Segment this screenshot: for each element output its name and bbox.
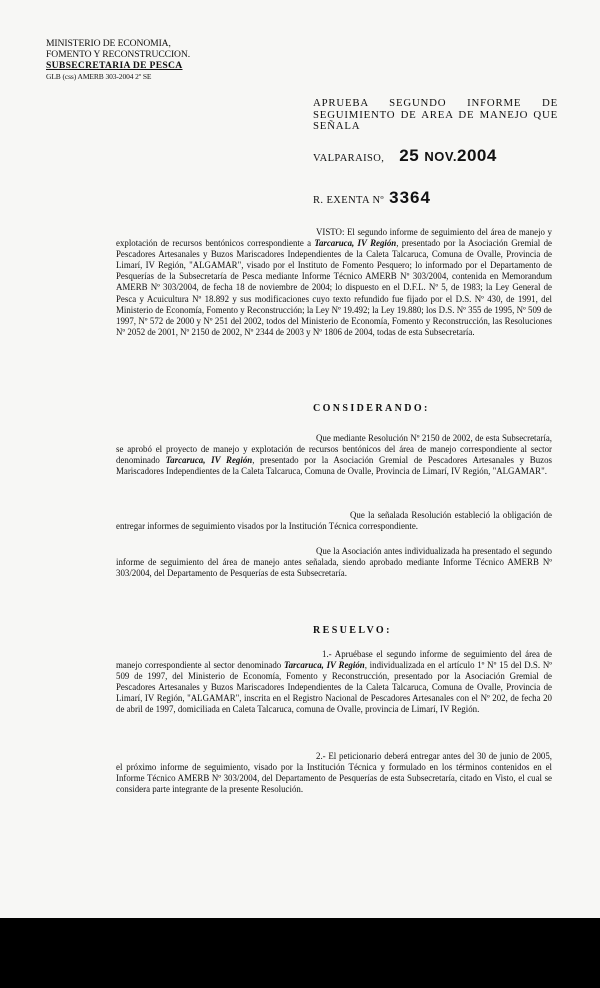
date-year: 2004 [457, 146, 497, 165]
resolution-label: R. EXENTA Nº [313, 195, 385, 206]
resuelvo-1-text-b: , individualizada en el artículo 1º Nº 15 del D.S. Nº 509 de 1997, del Ministerio de Economía, Fomento y Reconstrucción, presentado por la Asociación Gremial de Pescadores Artesanales y Buzos Mariscadores Independientes de la Caleta Talcaruca, Comuna de Ovalle, Provincia de Limarí, IV Región, "ALGAMAR", inscrita en el Registro Nacional de Pescadores Artesanales con el Nº 202, de fecha 20 de abril de 1997, domiciliada en Caleta Talcaruca, comuna de Ovalle, provincia de Limarí, IV Región. [116, 660, 552, 715]
considerando-heading: CONSIDERANDO: [313, 403, 430, 414]
considerando-paragraph-1 [116, 433, 552, 477]
considerando-paragraph-3: Que la Asociación antes individualizada ha presentado el segundo informe de seguimiento del área de manejo antes señalada, siendo aprobado mediante Informe Técnico AMERB Nº 303/2004, del Departamento de Pesquerías de esta Subsecretaría. [116, 546, 552, 579]
resuelvo-1-text-a: 1.- Apruébase el segundo informe de seguimiento del área de manejo correspondiente al sector denominado [116, 649, 552, 671]
resuelvo-1-place: Tarcaruca, IV Región [284, 660, 365, 671]
visto-text-1: El segundo informe de seguimiento del área de manejo y explotación de recursos bentónicos correspondiente a [116, 227, 552, 249]
letterhead [46, 38, 216, 82]
resolution-number: 3364 [389, 188, 431, 207]
resuelvo-paragraph-2: 2.- El peticionario deberá entregar antes del 30 de junio de 2005, el próximo informe de seguimiento, visado por la Institución Técnica y formulado en los términos contenidos en el Informe Técnico AMERB Nº 303/2004, del Departamento de Pesquerías de esta Subsecretaría, citado en Visto, el cual se considera parte integrante de la presente Resolución. [116, 751, 552, 795]
letterhead-ministry: MINISTERIO DE ECONOMIA, [46, 38, 171, 49]
resuelvo-paragraph-1 [116, 649, 552, 716]
letterhead-reference: GLB (css) AMERB 303-2004 2º SE [46, 72, 152, 81]
date-month: NOV. [424, 149, 457, 164]
considerando-1-place: Tarcaruca, IV Región [165, 455, 253, 466]
date-day: 25 [399, 146, 420, 165]
considerando-1-text-b: , presentado por la Asociación Gremial de Pescadores Artesanales y Buzos Mariscadores Independientes de la Caleta Talcaruca, Comuna de Ovalle, Provincia de Limarí, IV Región, "ALGAMAR". [116, 455, 552, 477]
visto-text-2: , presentado por la Asociación Gremial de Pescadores Artesanales y Buzos Mariscadores Independientes de la Caleta Talcaruca, Comuna de Ovalle, Provincia de Limarí, IV Región, "ALGAMAR", visado por el Instituto de Fomento Pesquero; lo informado por el Departamento de Pesquerías de la Subsecretaría de Pesca mediante Informe Técnico AMERB Nº 303/2004, contenida en Memorandum AMERB Nº 303/2004, de fecha 18 de noviembre de 2004; lo dispuesto en el D.F.L. Nº 5, de 1983; la Ley General de Pesca y Acuicultura Nº 18.892 y sus modificaciones cuyo texto refundido fue fijado por el D.S. Nº 430, de 1991, del Ministerio de Economía, Fomento y Reconstrucción; la Ley Nº 19.492; la Ley 19.880; los D.S. Nº 355 de 1995, Nº 509 de 1997, Nº 572 de 2000 y Nº 251 del 2002, todos del Ministerio de Economía, Fomento y Reconstrucción, las Resoluciones Nº 2052 de 2001, Nº 2150 de 2002, Nº 2344 de 2003 y Nº 1806 de 2004, todas de esta Subsecretaría. [116, 238, 552, 337]
date-line [313, 146, 497, 166]
visto-place: Tarcaruca, IV Región [314, 238, 397, 249]
date-stamp [399, 146, 497, 165]
resolution-line [313, 188, 431, 208]
letterhead-ministry-cont: FOMENTO Y RECONSTRUCCION. [46, 49, 190, 60]
considerando-1-text-a: Que mediante Resolución Nº 2150 de 2002, de esta Subsecretaría, se aprobó el proyecto de manejo y explotación de recursos bentónicos del área de manejo correspondiente al sector denominado [116, 433, 552, 466]
visto-paragraph [116, 227, 552, 338]
resuelvo-heading: RESUELVO: [313, 625, 392, 636]
document-title: APRUEBA SEGUNDO INFORME DE SEGUIMIENTO DE AREA DE MANEJO QUE SEÑALA [313, 97, 558, 132]
considerando-paragraph-2: Que la señalada Resolución estableció la obligación de entregar informes de seguimiento visados por la Institución Técnica correspondiente. [116, 510, 552, 532]
visto-heading: VISTO: [316, 227, 345, 237]
letterhead-subsecretaria: SUBSECRETARIA DE PESCA [46, 60, 183, 71]
date-city: VALPARAISO, [313, 153, 385, 164]
